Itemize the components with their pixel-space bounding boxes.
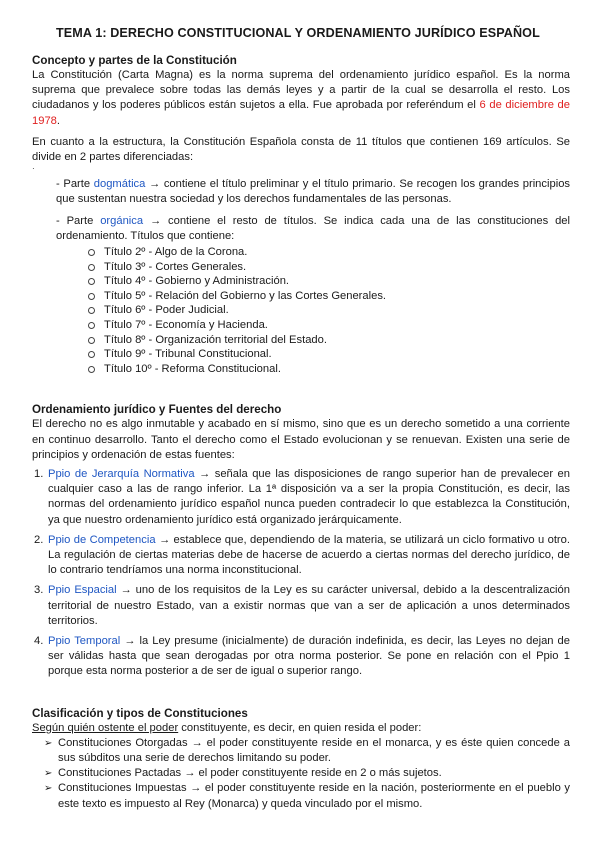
titulo-item: Título 4º - Gobierno y Administración. <box>88 274 570 289</box>
titulos-list <box>56 245 570 376</box>
constitucion-item <box>44 766 570 781</box>
list-item-dogmatica <box>56 177 570 207</box>
arrow-bullet-icon: ➢ <box>44 737 53 749</box>
list-item-organica <box>56 214 570 377</box>
keyword-organica: orgánica <box>100 214 144 227</box>
principio-item <box>32 467 570 528</box>
principio-key: Ppio Espacial <box>48 584 117 597</box>
text: Constituciones Pactadas → el poder constituyente reside en 2 o más sujetos. <box>58 767 442 780</box>
titulo-item: Título 8º - Organización territorial del Estado. <box>88 333 570 348</box>
section-clasificacion <box>32 706 570 812</box>
text: Constituciones Otorgadas → el poder constituyente reside en el monarca, y es éste quien concede a sus súbditos una serie de derechos limitando su poder. <box>58 736 570 765</box>
constitucion-item <box>44 781 570 811</box>
principio-text: → uno de los requisitos de la Ley es su carácter universal, debido a la descentralización territorial de nuestro Estado, van a existir normas que van a ser de aplicación a unos determinados territorios. <box>48 584 570 627</box>
principio-item <box>32 634 570 680</box>
principio-item <box>32 583 570 629</box>
titulo-item: Título 5º - Relación del Gobierno y las Cortes Generales. <box>88 289 570 304</box>
principio-key: Ppio Temporal <box>48 635 121 648</box>
titulo-item: Título 2º - Algo de la Corona. <box>88 245 570 260</box>
section-heading: Concepto y partes de la Constitución <box>32 54 237 67</box>
text: → contiene el resto de títulos. Se indica cada una de las constituciones del ordenamiento. Títulos que contiene: <box>56 214 570 242</box>
principio-item <box>32 533 570 579</box>
underlined-text: Según quién ostente el poder <box>32 721 179 734</box>
text: → contiene el título preliminar y el título primario. Se recogen los grandes principios que sustentan nuestra sociedad y los derechos fundamentales de las personas. <box>56 178 571 206</box>
highlight-date: 6 de diciembre de 1978 <box>32 99 570 127</box>
principio-text: → la Ley presume (inicialmente) de duración indefinida, es decir, las Leyes no dejan de ser válidas hasta que sean derogadas por otra norma posterior. Se pone en relación con el Ppio 1 porque esta norma posterior a de ser de igual o superior rango. <box>48 635 570 678</box>
item-number: 3. <box>34 584 44 597</box>
section-heading: Ordenamiento jurídico y Fuentes del derecho <box>32 403 282 417</box>
item-number: 2. <box>34 533 44 546</box>
arrow-bullet-icon: ➢ <box>44 768 53 780</box>
keyword-dogmatica: dogmática <box>93 178 146 191</box>
text: La Constitución (Carta Magna) es la norma suprema del ordenamiento jurídico español. Es la norma suprema que prevalece sobre todas las demás leyes y a partir de la cual se desarrolla el resto. Los ciudadanos y los poderes públicos están sujetos a ella. Fue aprobada por referéndum el <box>32 69 570 112</box>
titulo-item: Título 9º - Tribunal Constitucional. <box>88 347 570 362</box>
section-heading: Clasificación y tipos de Constituciones <box>32 706 248 720</box>
principio-text: → establece que, dependiendo de la materia, se utilizará un ciclo formativo u otro. La regulación de ciertas materias debe de hacerse de acuerdo a ciertas normas del derecho jurídico, de lo contrario tendríamos una norma inconstitucional. <box>48 533 570 577</box>
titulo-item: Título 10º - Reforma Constitucional. <box>88 362 570 377</box>
paragraph-estructura: En cuanto a la estructura, la Constitución Española consta de 11 títulos que contienen 169 artículos. Se divide en 2 partes diferenciadas: <box>32 135 570 164</box>
text: . <box>56 114 60 127</box>
stray-dot: · <box>32 164 35 174</box>
arrow-bullet-icon: ➢ <box>44 783 53 795</box>
item-number: 1. <box>34 467 44 480</box>
principio-key: Ppio de Competencia <box>48 533 156 546</box>
text: constituyente, es decir, en quien resida el poder: <box>178 721 422 734</box>
principio-text: → señala que las disposiciones de rango superior han de prevalecer en cualquier caso a las de rango inferior. La 1ª disposición va a ser la propia Constitución, es decir, las normas del ordenamiento jurídico español nunca pueden contradecir lo que establezca la Constitución, ya que nuestro ordenamiento jurídico está organizado jerárquicamente. <box>48 467 570 526</box>
titulo-item: Título 6º - Poder Judicial. <box>88 303 570 318</box>
document-title: TEMA 1: DERECHO CONSTITUCIONAL Y ORDENAMIENTO JURÍDICO ESPAÑOL <box>56 26 540 40</box>
titulo-item: Título 7º - Economía y Hacienda. <box>88 318 570 333</box>
paragraph-concepto <box>32 68 570 129</box>
paragraph-intro <box>32 721 570 736</box>
constituciones-list <box>32 736 570 812</box>
paragraph-intro: El derecho no es algo inmutable y acabado en sí mismo, sino que es un derecho sometido a una corriente en continuo desarrollo. Tanto el derecho como el Estado evolucionan y se renuevan. Existen una serie de principios y ordenación de estas fuentes: <box>32 418 570 461</box>
text: Constituciones Impuestas → el poder constituyente reside en la nación, posteriormente en el pueblo y este texto es impuesto al Rey (Monarca) y queda vinculado por el mismo. <box>58 782 570 810</box>
section-ordenamiento <box>32 402 570 679</box>
text: - Parte <box>56 178 94 191</box>
section-constitucion <box>32 53 570 376</box>
partes-list <box>32 177 570 376</box>
constitucion-item <box>44 736 570 766</box>
principio-key: Ppio de Jerarquía Normativa <box>48 467 195 480</box>
titulo-item: Título 3º - Cortes Generales. <box>88 260 570 275</box>
item-number: 4. <box>34 635 44 648</box>
principios-list <box>32 467 570 680</box>
text: - Parte <box>56 214 101 227</box>
